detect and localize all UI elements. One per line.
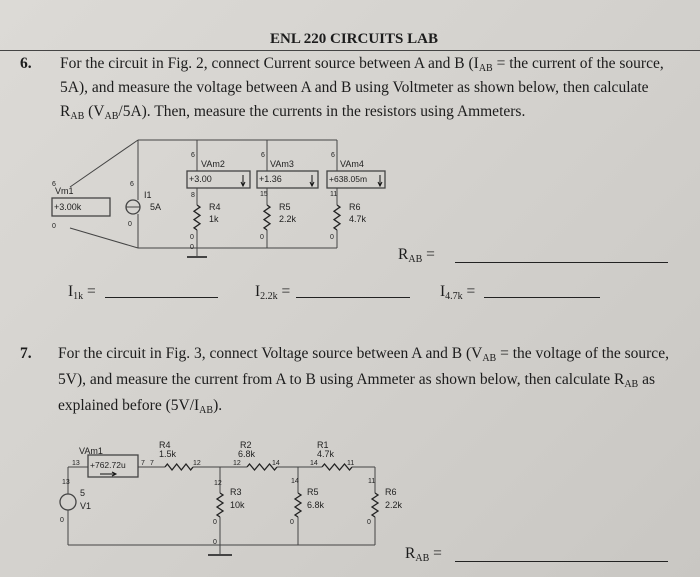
q6-line3: $R_{AB}$ $(V_{AB}/5A)$. Then, measure the currents in the resistors using Ammeters. — [60, 103, 526, 122]
resistor-r6 — [372, 493, 378, 517]
vam4-name: VAm4 — [340, 159, 364, 169]
q7-line1: For the circuit in Fig. 3, connect Voltage source between A and B ($V_{AB}$ = the voltage of the source, — [58, 345, 669, 364]
q7-line2: 5V), and measure the current from A to B using Ammeter as shown below, then calculate $R_{AB}$ as — [58, 371, 656, 390]
node-label: 15 — [260, 191, 268, 198]
node-label: 6 — [261, 152, 265, 159]
q6-i47k-label: $I_{4.7k}$ = — [440, 283, 476, 302]
resistor-r4 — [165, 464, 193, 470]
r2-value: 6.8k — [238, 449, 256, 459]
vam1-value: +762.72u — [90, 460, 126, 470]
node-label: 0 — [330, 234, 334, 241]
fig2-circuit — [52, 140, 385, 257]
r4-value: 1.5k — [159, 449, 177, 459]
right-arrow-icon — [100, 472, 116, 476]
node-label: 13 — [62, 479, 70, 486]
fig3-labels — [60, 440, 403, 546]
r3-name: R3 — [230, 487, 242, 497]
q6-number: 6. — [20, 55, 32, 72]
voltage-source-icon — [60, 494, 76, 510]
node-label: 11 — [347, 460, 355, 467]
r5-name: R5 — [307, 487, 319, 497]
node-label: 0 — [213, 519, 217, 526]
r6-name: R6 — [349, 202, 361, 212]
q6-rab-label: $R_{AB}$ = — [398, 246, 435, 265]
r5-value: 6.8k — [307, 500, 325, 510]
r6-name: R6 — [385, 487, 397, 497]
q6-line1: For the circuit in Fig. 2, connect Current source between A and B ($I_{AB}$ = the current of the source, — [60, 55, 664, 74]
vam4-value: +638.05m — [329, 174, 368, 184]
node-label: 0 — [213, 539, 217, 546]
r5-value: 2.2k — [279, 214, 297, 224]
q7-number: 7. — [20, 345, 32, 362]
r6-value: 2.2k — [385, 500, 403, 510]
node-label: 0 — [128, 221, 132, 228]
i1-name: I1 — [144, 190, 152, 200]
node-label: 11 — [368, 478, 376, 485]
r5-name: R5 — [279, 202, 291, 212]
vam3-name: VAm3 — [270, 159, 294, 169]
node-label: 14 — [272, 460, 280, 467]
r2-name: R2 — [240, 440, 252, 450]
r4-value: 1k — [209, 214, 219, 224]
node-label: 12 — [233, 460, 241, 467]
node-label: 0 — [290, 519, 294, 526]
node-label: 12 — [193, 460, 201, 467]
node-label: 0 — [190, 234, 194, 241]
node-label: 14 — [310, 460, 318, 467]
node-label: 7 — [150, 460, 154, 467]
resistor-r6 — [334, 205, 340, 230]
r4-name: R4 — [159, 440, 171, 450]
r6-value: 4.7k — [349, 214, 367, 224]
node-label: 11 — [330, 191, 338, 198]
v1-value: 5 — [80, 488, 86, 498]
page-title: ENL 220 CIRCUITS LAB — [270, 31, 438, 47]
node-label: 6 — [52, 181, 56, 188]
r3-value: 10k — [230, 500, 245, 510]
q6-i22k-label: $I_{2.2k}$ = — [255, 283, 291, 302]
resistor-r5 — [264, 205, 270, 230]
node-label: 6 — [191, 152, 195, 159]
q6-line2: 5A), and measure the voltage between A and B using Voltmeter as shown below, then calculate — [60, 79, 649, 96]
vam2-value: +3.00 — [189, 174, 212, 184]
node-label: 12 — [214, 480, 222, 487]
fig3-circuit — [60, 455, 378, 555]
v1-name: V1 — [80, 501, 92, 511]
q6-i1k-label: $I_{1k}$ = — [68, 283, 96, 302]
node-label: 0 — [52, 223, 56, 230]
resistor-r4 — [194, 205, 200, 230]
node-label: 0 — [190, 244, 194, 251]
resistor-r5 — [295, 493, 301, 517]
node-label: 0 — [260, 234, 264, 241]
node-label: 6 — [130, 181, 134, 188]
vam2-name: VAm2 — [201, 159, 225, 169]
node-label: 0 — [367, 519, 371, 526]
node-label: 0 — [60, 517, 64, 524]
vam1-name: VAm1 — [79, 446, 103, 456]
node-label: 14 — [291, 478, 299, 485]
r1-value: 4.7k — [317, 449, 335, 459]
node-label: 13 — [72, 460, 80, 467]
vam3-value: +1.36 — [259, 174, 282, 184]
i1-value: 5A — [150, 202, 162, 212]
node-label: 7 — [141, 460, 145, 467]
r4-name: R4 — [209, 202, 221, 212]
node-label: 6 — [331, 152, 335, 159]
vm1-name: Vm1 — [55, 186, 74, 196]
node-label: 8 — [191, 192, 195, 199]
resistor-r3 — [217, 493, 223, 517]
q7-line3: explained before $(5V/I_{AB})$. — [58, 397, 223, 416]
vm1-value: +3.00k — [54, 202, 82, 212]
q7-rab-label: $R_{AB}$ = — [405, 545, 442, 564]
r1-name: R1 — [317, 440, 329, 450]
